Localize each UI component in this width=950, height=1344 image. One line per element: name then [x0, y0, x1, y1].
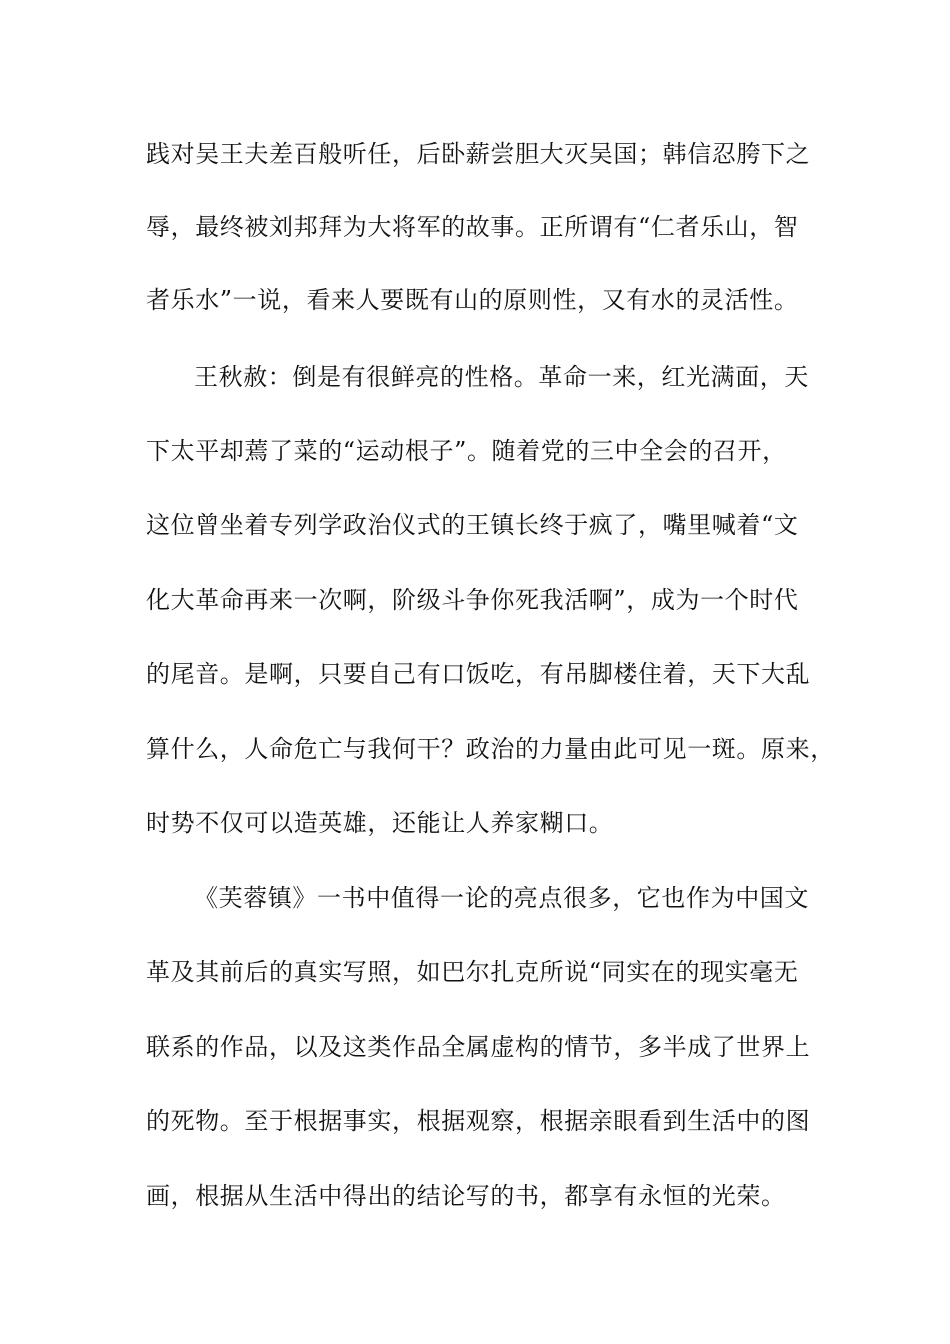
text-line: 联系的作品，以及这类作品全属虚构的情节，多半成了世界上 [146, 1033, 811, 1061]
text-line: 的尾音。是啊，只要自己有口饭吃，有吊脚楼住着，天下大乱 [146, 660, 811, 688]
text-line: 这位曾坐着专列学政治仪式的王镇长终于疯了，嘴里喊着“文 [146, 511, 799, 539]
text-line: 化大革命再来一次啊，阶级斗争你死我活啊”，成为一个时代 [146, 586, 799, 614]
text-line: 时势不仅可以造英雄，还能让人养家糊口。 [146, 809, 614, 837]
text-line: 下太平却蔫了菜的“运动根子”。随着党的三中全会的召开， [146, 437, 787, 465]
text-line: 革及其前后的真实写照，如巴尔扎克所说“同实在的现实毫无 [146, 958, 799, 986]
paragraph-first-line: 王秋赦：倒是有很鲜亮的性格。革命一来，红光满面，天 [194, 363, 809, 391]
text-line: 者乐水”一说，看来人要既有山的原则性，又有水的灵活性。 [146, 286, 799, 314]
text-line: 算什么，人命危亡与我何干？政治的力量由此可见一斑。原来， [146, 735, 835, 763]
text-line: 践对吴王夫差百般听任，后卧薪尝胆大灭吴国；韩信忍胯下之 [146, 140, 811, 168]
text-line: 辱，最终被刘邦拜为大将军的故事。正所谓有“仁者乐山，智 [146, 213, 799, 241]
text-line: 的死物。至于根据事实，根据观察，根据亲眼看到生活中的图 [146, 1107, 811, 1135]
paragraph-first-line: 《芙蓉镇》一书中值得一论的亮点很多，它也作为中国文 [194, 884, 809, 912]
text-line: 画，根据从生活中得出的结论写的书，都享有永恒的光荣。 [146, 1182, 786, 1210]
